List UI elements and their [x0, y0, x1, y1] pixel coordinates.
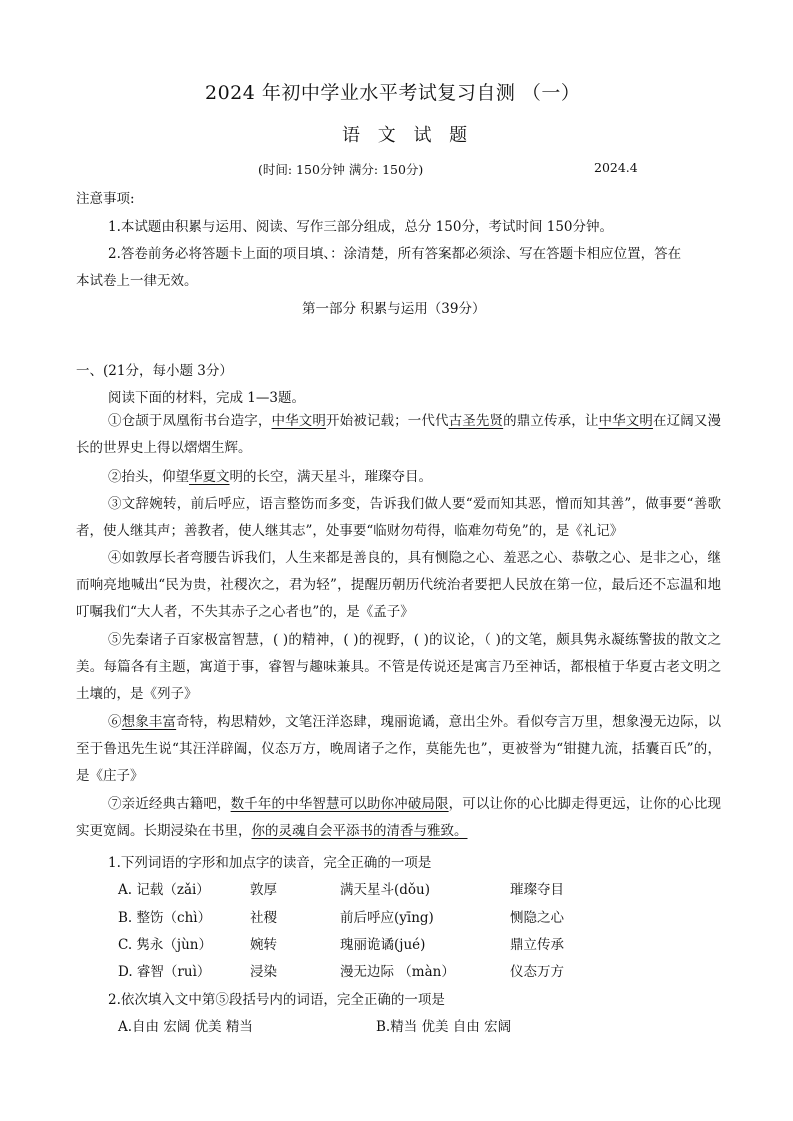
- time-info: (时间: 150分钟 满分: 150分): [258, 162, 424, 177]
- q1-option-d-col-1: D. 睿智（ruì）: [118, 964, 211, 980]
- question-1-stem: 1.下列词语的字形和加点字的读音，完全正确的一项是: [108, 855, 432, 871]
- q2-option-a: A.自由 宏阔 优美 精当: [118, 1019, 253, 1035]
- q1-option-d-col-2: 浸染: [250, 964, 277, 980]
- paragraph-3: ③文辞婉转，前后呼应，语言整饬而多变，告诉我们做人要“爱而知其恶，憎而知其善”，做事要“善歌者，使人继其声；善教者，使人继其志”，处事要“临财勿苟得，临难勿苟免”的，是《礼记》: [76, 496, 721, 539]
- q1-option-b-col-1: B. 整饬（chì）: [118, 910, 212, 926]
- paragraph-1: ①仓颉于凤凰衔书台造字，中华文明开始被记载；一代代古圣先贤的鼎立传承，让中华文明在辽阔又漫长的世界史上得以熠熠生辉。: [76, 413, 721, 456]
- notice-heading: 注意事项:: [76, 191, 135, 207]
- q1-option-b-col-3: 前后呼应(yīng): [340, 910, 434, 926]
- exam-title: 2024 年初中学业水平考试复习自测 （一）: [205, 82, 581, 104]
- section-1-heading: 一、(21分，每小题 3分）: [76, 363, 233, 379]
- notice-item-2-line-1: 2.答卷前务必将答题卡上面的项目填、：涂清楚，所有答案都必须涂、写在答题卡相应位置，答在: [108, 246, 682, 262]
- q1-option-b-col-4: 恻隐之心: [510, 910, 564, 926]
- q1-option-a-col-2: 敦厚: [250, 882, 277, 898]
- part-1-title: 第一部分 积累与运用（39分）: [302, 301, 486, 317]
- paragraph-5: ⑤先秦诸子百家极富智慧，( )的精神，( )的视野，( )的议论，（ )的文笔，颇具隽永凝练警拔的散文之美。每篇各有主题，寓道于事，睿智与趣味兼具。不管是传说还是寓言乃至神话，都根植于华夏古老文明之土壤的，是《列子》: [76, 632, 721, 702]
- paragraph-2: ②抬头，仰望华夏文明的长空，满天星斗，璀璨夺目。: [108, 469, 432, 485]
- paragraph-7: ⑦亲近经典古籍吧，数千年的中华智慧可以助你冲破局限，可以让你的心比脚走得更远，让你的心比现实更宽阔。长期浸染在书里，你的灵魂自会平添书的清香与雅致。: [76, 796, 721, 839]
- exam-date: 2024.4: [594, 160, 638, 175]
- paragraph-4: ④如敦厚长者弯腰告诉我们，人生来都是善良的，具有恻隐之心、羞恶之心、恭敬之心、是非之心，继而响亮地喊出“民为贵，社稷次之，君为轻”，提醒历朝历代统治者要把人民放在第一位，最后还不忘温和地叮嘱我们“大人者，不失其赤子之心者也”的，是《孟子》: [76, 550, 721, 620]
- q1-option-c-col-2: 婉转: [250, 937, 277, 953]
- q1-option-a-col-4: 璀璨夺目: [510, 882, 564, 898]
- exam-subtitle: 语 文 试 题: [342, 125, 474, 146]
- q1-option-a-col-3: 满天星斗(dǒu): [340, 882, 430, 898]
- q1-option-c-col-1: C. 隽永（jùn）: [118, 937, 213, 953]
- paragraph-6: ⑥想象丰富奇特，构思精妙，文笔汪洋恣肆，瑰丽诡谲，意出尘外。看似夸言万里，想象漫无边际，以至于鲁迅先生说“其汪洋辟阖，仪态万方，晚周诸子之作，莫能先也”，更被誉为“钳揵九流，括囊百氏”的，是《庄子》: [76, 714, 721, 784]
- q1-option-c-col-4: 鼎立传承: [510, 937, 564, 953]
- q1-option-c-col-3: 瑰丽诡谲(jué): [340, 937, 426, 953]
- q1-option-d-col-3: 漫无边际 （màn）: [340, 964, 455, 980]
- section-1-instruction: 阅读下面的材料，完成 1—3题。: [108, 390, 305, 406]
- q1-option-a-col-1: A. 记载（zǎi）: [118, 882, 210, 898]
- q1-option-d-col-4: 仪态万方: [510, 964, 564, 980]
- notice-item-1: 1.本试题由积累与运用、阅读、写作三部分组成，总分 150分，考试时间 150分钟。: [108, 219, 613, 235]
- question-2-stem: 2.依次填入文中第⑤段括号内的词语，完全正确的一项是: [108, 992, 445, 1008]
- q2-option-b: B.精当 优美 自由 宏阔: [376, 1019, 512, 1035]
- notice-item-2-line-2: 本试卷上一律无效。: [76, 273, 198, 289]
- q1-option-b-col-2: 社稷: [250, 910, 277, 926]
